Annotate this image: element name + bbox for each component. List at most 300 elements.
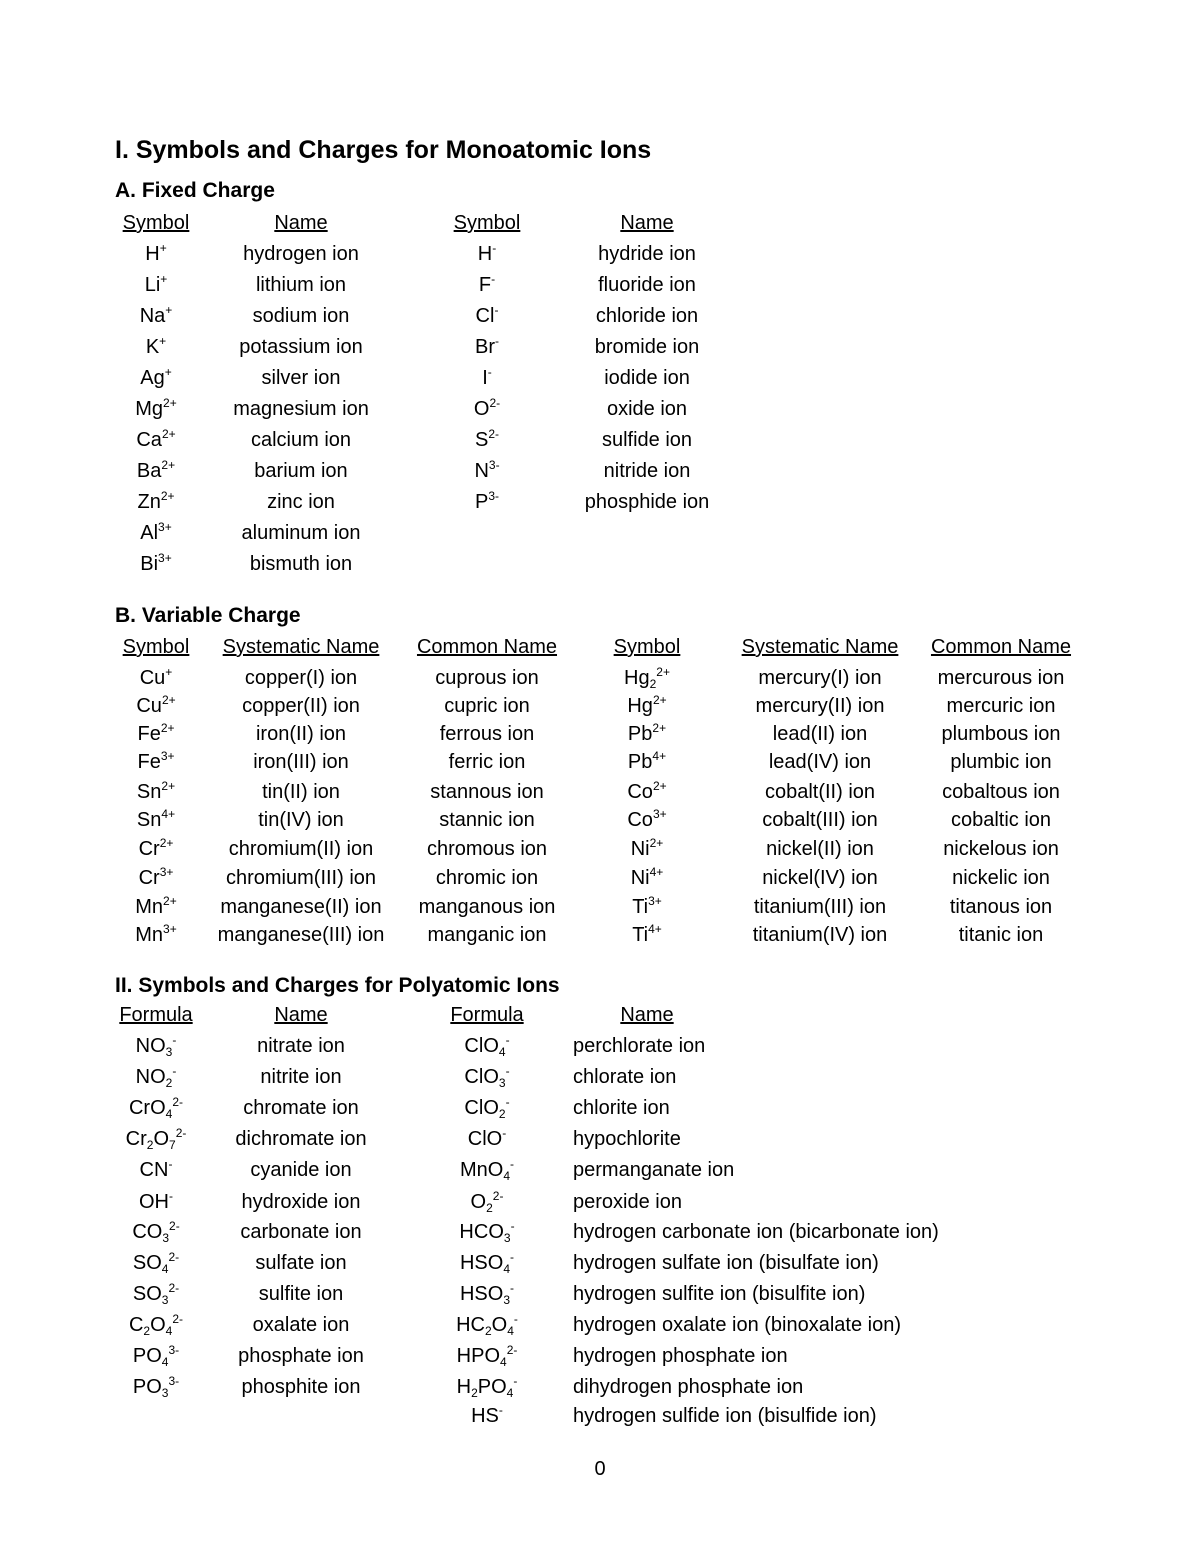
- symbol-text: K: [145, 336, 160, 358]
- ion-formula: [101, 1097, 211, 1120]
- systematic-name: manganese(III) ion: [217, 924, 385, 946]
- ion-formula: [432, 1097, 542, 1120]
- ion-formula: [432, 1035, 542, 1058]
- charge: 3-: [488, 489, 499, 503]
- symbol-text: Pb: [627, 751, 653, 773]
- ion-name: dihydrogen phosphate ion: [573, 1376, 804, 1398]
- common-name: stannic ion: [439, 809, 535, 831]
- ion-formula: [432, 1314, 542, 1337]
- charge: 2-: [492, 1189, 504, 1203]
- ion-name: potassium ion: [239, 336, 363, 358]
- ion-symbol: [96, 553, 216, 576]
- ion-name: chlorate ion: [573, 1066, 677, 1088]
- systematic-name: lead(II) ion: [772, 723, 868, 745]
- symbol-text: F: [478, 274, 492, 296]
- ion-symbol: [96, 336, 216, 359]
- ion-symbol: [427, 336, 547, 359]
- symbol-text: Bi: [140, 553, 159, 575]
- common-name: titanic ion: [958, 924, 1044, 946]
- column-header: Formula: [119, 1004, 193, 1026]
- charge: 3+: [652, 807, 667, 821]
- systematic-name: mercury(II) ion: [755, 695, 885, 717]
- symbol-text: Ba: [136, 460, 162, 482]
- charge: +: [159, 241, 167, 255]
- ion-symbol: [96, 274, 216, 297]
- ion-symbol: [96, 305, 216, 328]
- common-name: cobaltous ion: [942, 781, 1060, 803]
- charge: 2+: [652, 779, 667, 793]
- element-text: O: [146, 1221, 163, 1243]
- symbol-text: Ti: [632, 896, 649, 918]
- systematic-name: tin(II) ion: [262, 781, 340, 803]
- subscript: 4: [507, 1324, 514, 1338]
- element-text: OH: [139, 1191, 169, 1213]
- charge: -: [505, 1033, 510, 1047]
- ion-formula: [432, 1345, 542, 1368]
- charge: -: [498, 1403, 503, 1417]
- ion-name: hydrogen phosphate ion: [573, 1345, 788, 1367]
- common-name: stannous ion: [430, 781, 544, 803]
- symbol-text: Cl: [475, 305, 495, 327]
- ion-symbol: [597, 751, 697, 774]
- charge: 3-: [488, 458, 500, 472]
- systematic-name: chromium(II) ion: [228, 838, 374, 860]
- ion-formula: [432, 1252, 542, 1275]
- symbol-text: P: [474, 491, 489, 513]
- subscript: 2: [649, 677, 657, 691]
- column-header: Common Name: [416, 636, 558, 658]
- common-name: manganic ion: [427, 924, 547, 946]
- ion-name: bromide ion: [594, 336, 700, 358]
- page-number: 0: [594, 1458, 606, 1480]
- ion-formula: [432, 1221, 542, 1244]
- column-header: Formula: [450, 1004, 524, 1026]
- ion-formula: [432, 1128, 542, 1151]
- charge: 2-: [168, 1250, 180, 1264]
- symbol-text: Cu: [139, 667, 166, 689]
- ion-symbol: [96, 398, 216, 421]
- element-text: HP: [456, 1345, 485, 1367]
- charge: 4+: [161, 807, 176, 821]
- subscript: 2: [165, 1076, 173, 1090]
- symbol-text: Cr: [138, 838, 160, 860]
- ion-name: sulfite ion: [258, 1283, 344, 1305]
- ion-symbol: [106, 667, 206, 690]
- ion-formula: [432, 1405, 542, 1428]
- ion-name: nitride ion: [603, 460, 691, 482]
- systematic-name: lead(IV) ion: [768, 751, 872, 773]
- ion-formula: [101, 1314, 211, 1337]
- subscript: 4: [506, 1386, 514, 1400]
- ion-formula: [101, 1283, 211, 1306]
- charge: -: [172, 1033, 177, 1047]
- common-name: cuprous ion: [435, 667, 539, 689]
- subscript: 2: [484, 1324, 492, 1338]
- subscript: 3: [503, 1293, 511, 1307]
- charge: 3-: [168, 1374, 180, 1388]
- ion-name: oxalate ion: [252, 1314, 350, 1336]
- charge: -: [168, 1157, 173, 1171]
- element-text: HS: [471, 1405, 499, 1427]
- subscript: 2: [471, 1386, 478, 1400]
- charge: 2+: [160, 721, 175, 735]
- element-text: CN: [139, 1159, 169, 1181]
- subscript: 7: [169, 1138, 176, 1152]
- charge: 2+: [652, 721, 667, 735]
- element-text: Cl: [464, 1035, 484, 1057]
- symbol-text: Co: [627, 781, 653, 803]
- subscript: 3: [162, 1231, 170, 1245]
- ion-symbol: [597, 723, 697, 746]
- ion-name: hydrogen sulfate ion (bisulfate ion): [573, 1252, 879, 1274]
- charge: -: [169, 1189, 173, 1203]
- charge: 2+: [160, 489, 175, 503]
- element-text: Cr: [125, 1128, 147, 1150]
- element-text: C: [128, 1314, 144, 1336]
- ion-symbol: [96, 429, 216, 452]
- common-name: chromic ion: [435, 867, 539, 889]
- ion-symbol: [106, 924, 206, 947]
- ion-symbol: [427, 243, 547, 266]
- charge: 4+: [649, 865, 664, 879]
- subscript: 4: [165, 1107, 173, 1121]
- common-name: cupric ion: [444, 695, 530, 717]
- charge: 3-: [168, 1343, 180, 1357]
- common-name: manganous ion: [418, 896, 556, 918]
- ion-name: bismuth ion: [249, 553, 353, 575]
- charge: -: [510, 1250, 515, 1264]
- ion-symbol: [106, 838, 206, 861]
- charge: 3+: [158, 520, 172, 534]
- ion-symbol: [106, 896, 206, 919]
- ion-formula: [432, 1066, 542, 1089]
- ion-name: barium ion: [254, 460, 348, 482]
- symbol-text: N: [474, 460, 489, 482]
- symbol-text: Ca: [136, 429, 162, 451]
- ion-symbol: [106, 867, 206, 890]
- element-text: O: [146, 1345, 162, 1367]
- ion-formula: [101, 1035, 211, 1058]
- ion-formula: [432, 1283, 542, 1306]
- ion-symbol: [597, 924, 697, 947]
- ion-name: hydrogen oxalate ion (binoxalate ion): [573, 1314, 901, 1336]
- charge: 2-: [506, 1343, 518, 1357]
- element-text: O: [483, 1097, 499, 1119]
- symbol-text: Cu: [136, 695, 162, 717]
- ion-symbol: [597, 695, 697, 718]
- ion-symbol: [597, 781, 697, 804]
- common-name: ferrous ion: [439, 723, 535, 745]
- element-text: N: [135, 1066, 151, 1088]
- charge: 2+: [161, 427, 176, 441]
- charge: 3+: [158, 551, 172, 565]
- element-text: O: [150, 1035, 166, 1057]
- ion-name: iodide ion: [604, 367, 690, 389]
- element-text: Cl: [464, 1066, 484, 1088]
- ion-symbol: [427, 398, 547, 421]
- charge: -: [513, 1374, 518, 1388]
- charge: 2+: [656, 665, 670, 679]
- ion-name: magnesium ion: [233, 398, 369, 420]
- element-text: Mn: [459, 1159, 488, 1181]
- ion-symbol: [96, 491, 216, 514]
- ion-name: carbonate ion: [240, 1221, 362, 1243]
- symbol-text: Sn: [136, 809, 162, 831]
- charge: 3+: [159, 865, 174, 879]
- charge: -: [492, 241, 497, 255]
- systematic-name: copper(II) ion: [242, 695, 360, 717]
- ion-name: phosphite ion: [241, 1376, 361, 1398]
- column-header: Symbol: [122, 212, 190, 234]
- ion-symbol: [106, 723, 206, 746]
- subscript: 4: [500, 1355, 507, 1369]
- symbol-text: Mn: [135, 896, 164, 918]
- subscript: 4: [503, 1169, 511, 1183]
- ion-name: phosphate ion: [238, 1345, 364, 1367]
- systematic-name: tin(IV) ion: [258, 809, 344, 831]
- common-name: chromous ion: [426, 838, 548, 860]
- ion-name: sulfide ion: [601, 429, 693, 451]
- symbol-text: I: [482, 367, 488, 389]
- ion-symbol: [427, 305, 547, 328]
- systematic-name: cobalt(III) ion: [762, 809, 878, 831]
- ion-name: hydrogen sulfide ion (bisulfide ion): [573, 1405, 877, 1427]
- charge: 3+: [160, 749, 175, 763]
- ion-formula: [432, 1191, 542, 1214]
- ion-formula: [101, 1159, 211, 1182]
- element-text: S: [132, 1283, 147, 1305]
- systematic-name: mercury(I) ion: [758, 667, 882, 689]
- charge: 4+: [648, 922, 662, 936]
- ion-name: fluoride ion: [598, 274, 696, 296]
- symbol-text: Na: [139, 305, 166, 327]
- common-name: nickelous ion: [943, 838, 1059, 860]
- element-text: O: [488, 1221, 504, 1243]
- element-text: O: [150, 1066, 166, 1088]
- subscript: 3: [161, 1386, 169, 1400]
- ion-name: chlorite ion: [573, 1097, 670, 1119]
- ion-symbol: [427, 367, 547, 390]
- subscript: 2: [143, 1324, 151, 1338]
- ion-name: sulfate ion: [255, 1252, 347, 1274]
- common-name: titanous ion: [949, 896, 1053, 918]
- common-name: plumbic ion: [950, 751, 1052, 773]
- ion-symbol: [96, 522, 216, 545]
- column-header: Symbol: [122, 636, 190, 658]
- element-text: O: [487, 1159, 504, 1181]
- ion-symbol: [427, 460, 547, 483]
- element-text: O: [483, 1035, 499, 1057]
- symbol-text: O: [473, 398, 490, 420]
- column-header: Symbol: [453, 212, 521, 234]
- element-text: H: [456, 1376, 472, 1398]
- charge: 2+: [161, 693, 176, 707]
- column-header: Name: [274, 1004, 328, 1026]
- symbol-text: Ni: [630, 867, 650, 889]
- element-text: O: [150, 1097, 166, 1119]
- ion-name: hydride ion: [598, 243, 696, 265]
- ion-symbol: [597, 838, 697, 861]
- ion-name: calcium ion: [250, 429, 352, 451]
- ion-symbol: [96, 243, 216, 266]
- element-text: O: [484, 1345, 500, 1367]
- ion-formula: [101, 1376, 211, 1399]
- systematic-name: nickel(IV) ion: [762, 867, 878, 889]
- subscript: 4: [498, 1045, 506, 1059]
- charge: 2-: [488, 427, 499, 441]
- charge: -: [495, 334, 499, 348]
- ion-name: permanganate ion: [573, 1159, 735, 1181]
- ion-name: lithium ion: [255, 274, 347, 296]
- symbol-text: Pb: [627, 723, 653, 745]
- subscript: 2: [146, 1138, 154, 1152]
- element-text: O: [483, 1066, 499, 1088]
- charge: 2+: [161, 458, 176, 472]
- charge: 2-: [169, 1219, 180, 1233]
- ion-name: aluminum ion: [241, 522, 361, 544]
- element-text: P: [132, 1376, 147, 1398]
- subscript: 3: [165, 1045, 173, 1059]
- symbol-text: Hg: [627, 695, 653, 717]
- symbol-text: Fe: [137, 751, 161, 773]
- element-text: O: [150, 1314, 166, 1336]
- systematic-name: manganese(II) ion: [220, 896, 382, 918]
- subscript: 4: [161, 1355, 169, 1369]
- symbol-text: Br: [475, 336, 495, 358]
- ion-symbol: [597, 867, 697, 890]
- ion-name: oxide ion: [606, 398, 688, 420]
- element-text: S: [132, 1252, 147, 1274]
- ion-name: dichromate ion: [235, 1128, 367, 1150]
- charge: 4+: [652, 749, 667, 763]
- charge: 2+: [159, 836, 174, 850]
- ion-name: sodium ion: [252, 305, 350, 327]
- symbol-text: Ag: [140, 367, 165, 389]
- subscript: 3: [161, 1293, 169, 1307]
- ion-symbol: [597, 809, 697, 832]
- charge: 2-: [175, 1126, 187, 1140]
- charge: 2+: [163, 396, 177, 410]
- ion-symbol: [106, 809, 206, 832]
- column-header: Name: [620, 212, 674, 234]
- subscript: 4: [161, 1262, 169, 1276]
- ion-formula: [101, 1345, 211, 1368]
- column-header: Common Name: [930, 636, 1072, 658]
- charge: +: [165, 665, 173, 679]
- element-text: O: [146, 1252, 162, 1274]
- charge: +: [160, 272, 168, 286]
- column-header: Name: [274, 212, 328, 234]
- element-text: O: [146, 1283, 162, 1305]
- ion-formula: [432, 1376, 542, 1399]
- variable-charge-heading: B. Variable Charge: [115, 604, 301, 627]
- common-name: mercurous ion: [937, 667, 1065, 689]
- symbol-text: Hg: [624, 667, 650, 689]
- element-text: N: [135, 1035, 151, 1057]
- charge: 3+: [648, 894, 662, 908]
- common-name: ferric ion: [448, 751, 526, 773]
- subscript: 3: [503, 1231, 511, 1245]
- charge: -: [502, 1126, 507, 1140]
- ion-name: hydrogen sulfite ion (bisulfite ion): [573, 1283, 866, 1305]
- element-text: HS: [459, 1252, 488, 1274]
- ion-name: hypochlorite: [573, 1128, 681, 1150]
- element-text: Cl: [464, 1097, 484, 1119]
- element-text: O: [487, 1283, 504, 1305]
- subscript: 4: [165, 1324, 173, 1338]
- ion-name: silver ion: [261, 367, 341, 389]
- ion-formula: [101, 1252, 211, 1275]
- charge: -: [505, 1064, 510, 1078]
- symbol-text: Mg: [135, 398, 164, 420]
- ion-symbol: [427, 274, 547, 297]
- element-text: HC: [459, 1221, 489, 1243]
- symbol-text: Ni: [630, 838, 650, 860]
- ion-formula: [101, 1191, 211, 1214]
- symbol-text: H: [477, 243, 493, 265]
- element-text: HS: [459, 1283, 488, 1305]
- charge: -: [172, 1064, 177, 1078]
- subscript: 2: [498, 1107, 506, 1121]
- charge: 3+: [163, 922, 177, 936]
- ion-name: cyanide ion: [250, 1159, 352, 1181]
- charge: 2+: [163, 894, 177, 908]
- subscript: 2: [486, 1201, 493, 1215]
- column-header: Symbol: [613, 636, 681, 658]
- systematic-name: iron(III) ion: [253, 751, 349, 773]
- charge: -: [494, 303, 499, 317]
- ion-formula: [101, 1221, 211, 1244]
- charge: 2-: [172, 1095, 184, 1109]
- column-header: Name: [620, 1004, 674, 1026]
- symbol-text: Al: [140, 522, 159, 544]
- charge: -: [487, 365, 492, 379]
- page-title: I. Symbols and Charges for Monoatomic Ions: [115, 136, 652, 164]
- charge: +: [164, 365, 172, 379]
- symbol-text: Ti: [632, 924, 649, 946]
- systematic-name: cobalt(II) ion: [764, 781, 876, 803]
- element-text: P: [477, 1376, 492, 1398]
- symbol-text: Li: [144, 274, 161, 296]
- charge: -: [510, 1219, 515, 1233]
- ion-symbol: [106, 751, 206, 774]
- symbol-text: Mn: [135, 924, 164, 946]
- ion-name: zinc ion: [267, 491, 335, 513]
- charge: -: [510, 1157, 515, 1171]
- systematic-name: nickel(II) ion: [766, 838, 874, 860]
- ion-symbol: [96, 367, 216, 390]
- ion-name: perchlorate ion: [573, 1035, 706, 1057]
- charge: -: [505, 1095, 510, 1109]
- ion-formula: [101, 1128, 211, 1151]
- ion-formula: [432, 1159, 542, 1182]
- symbol-text: Sn: [136, 781, 162, 803]
- ion-name: chromate ion: [243, 1097, 359, 1119]
- charge: 2+: [649, 836, 664, 850]
- ion-name: hydroxide ion: [241, 1191, 361, 1213]
- subscript: 4: [503, 1262, 511, 1276]
- element-text: P: [132, 1345, 147, 1367]
- element-text: O: [153, 1128, 169, 1150]
- common-name: nickelic ion: [952, 867, 1050, 889]
- ion-symbol: [597, 896, 697, 919]
- ion-name: hydrogen ion: [243, 243, 359, 265]
- common-name: plumbous ion: [941, 723, 1061, 745]
- symbol-text: Fe: [137, 723, 161, 745]
- element-text: HC: [456, 1314, 485, 1336]
- symbol-text: Zn: [137, 491, 161, 513]
- ion-symbol: [106, 781, 206, 804]
